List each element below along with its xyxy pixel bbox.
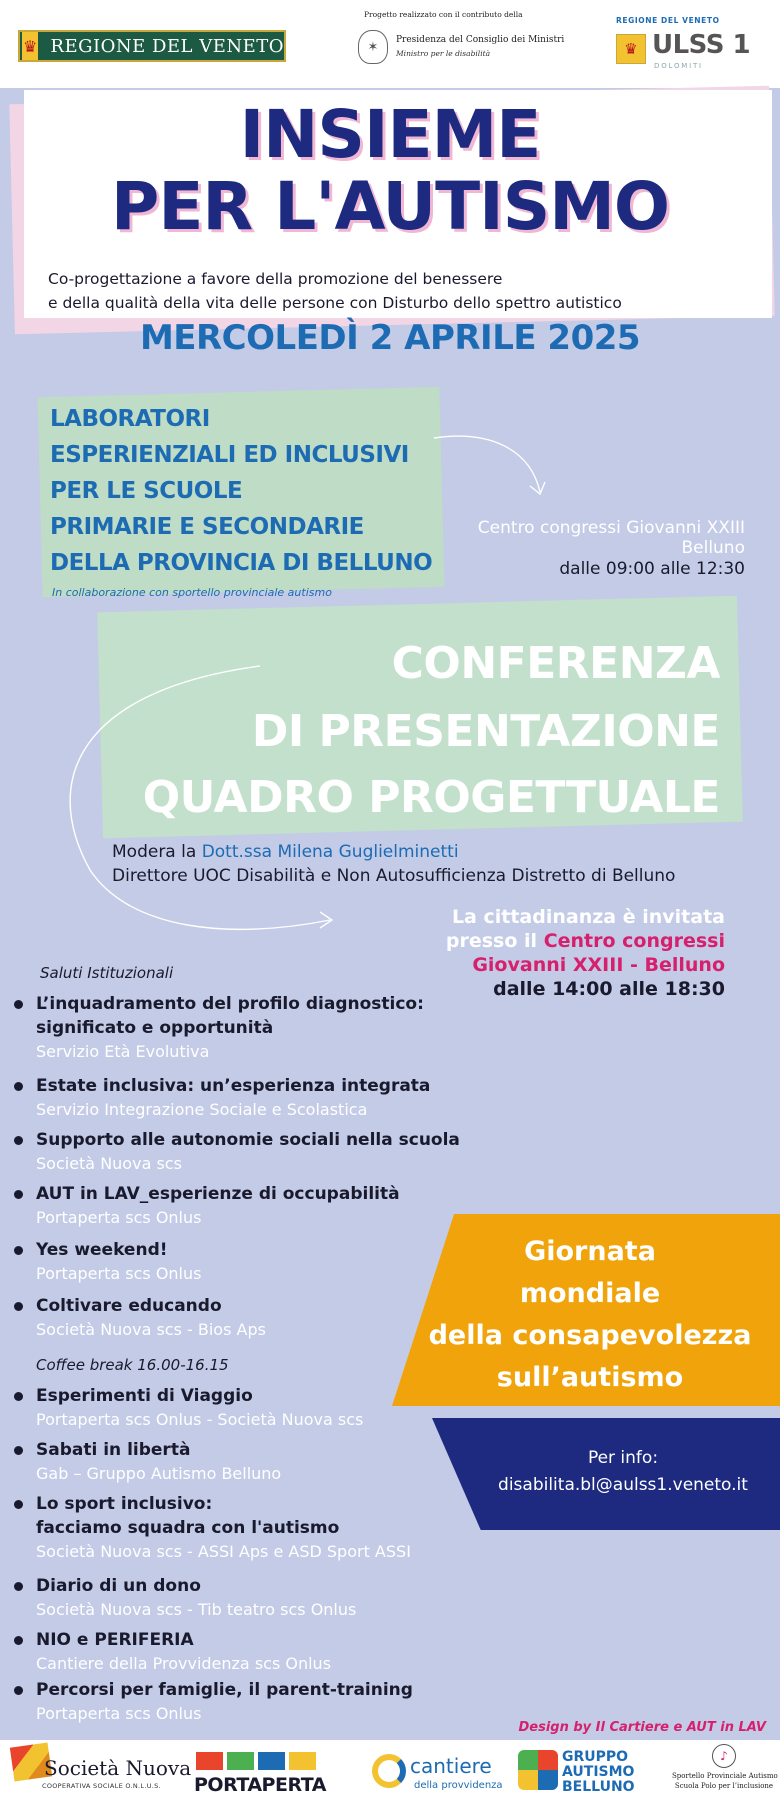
sportello-icon: ♪ [712,1744,736,1768]
program-item-org: Società Nuova scs - ASSI Aps e ASD Sport ASSI [36,1542,411,1561]
labs-time: dalle 09:00 alle 12:30 [559,559,745,579]
bullet-icon [14,1582,23,1591]
program-item-title: NIO e PERIFERIA [36,1630,194,1650]
program-item-org: Portaperta scs Onlus - Società Nuova scs [36,1410,364,1429]
program-item-org: Portaperta scs Onlus [36,1704,202,1723]
conference-time: dalle 14:00 alle 18:30 [493,978,725,1000]
ulss-lion-icon: ♛ [616,34,646,64]
sportello-sub: Scuola Polo per l’inclusione [674,1782,774,1790]
program-item-title: Coltivare educando [36,1296,222,1316]
bullet-icon [14,1392,23,1401]
bullet-icon [14,1246,23,1255]
program-item [0,1182,500,1230]
program-item-org: Servizio Integrazione Sociale e Scolastica [36,1100,368,1119]
program-item-title: Esperimenti di Viaggio [36,1386,253,1406]
program-item [0,1438,500,1486]
program-item [0,1678,500,1726]
labs-line-1: LABORATORI [50,406,210,432]
moderator-line [112,842,459,862]
ulss-dolomiti-text: DOLOMITI [654,62,703,70]
bullet-icon [14,1636,23,1645]
program-item-title: Sabati in libertà [36,1440,191,1460]
giornata-line-2: mondiale [519,1278,661,1309]
ulss-region-text: REGIONE DEL VENETO [616,16,720,25]
republic-emblem-icon: ✶ [358,30,388,64]
program-item-org: Servizio Età Evolutiva [36,1042,210,1061]
giornata-line-4: sull’autismo [496,1362,684,1393]
moderator-name: Dott.ssa Milena Guglielminetti [201,842,459,862]
program-item-title: Lo sport inclusivo: [36,1494,213,1514]
saluti-istituzionali: Saluti Istituzionali [40,964,174,982]
invite-venue: Centro congressi [543,930,725,952]
bullet-icon [14,1446,23,1455]
invite-text-1: La cittadinanza è invitata [451,906,725,928]
gab-line-3: BELLUNO [562,1779,635,1795]
societa-nuova-sub: COOPERATIVA SOCIALE O.N.L.U.S. [42,1782,161,1790]
labs-collaboration-note: In collaborazione con sportello provinciale autismo [52,586,332,599]
program-item-title: L’inquadramento del profilo diagnostico: [36,994,424,1014]
info-email[interactable]: disabilita.bl@aulss1.veneto.it [498,1475,748,1495]
labs-venue: Centro congressi Giovanni XXIII [477,518,745,538]
program-item-title-cont: significato e opportunità [36,1018,274,1038]
program-item-org: Gab – Gruppo Autismo Belluno [36,1464,282,1483]
program-item-org: Società Nuova scs - Bios Aps [36,1320,266,1339]
program-item-org: Società Nuova scs [36,1154,182,1173]
government-logo [358,10,578,70]
program-item-title: Supporto alle autonomie sociali nella scuola [36,1130,460,1150]
societa-nuova-name: Società Nuova [44,1756,192,1780]
conference-line-1: CONFERENZA [391,638,720,689]
gov-minister-text: Ministro per le disabilità [396,49,491,58]
sportello-logo [0,1740,780,1800]
bullet-icon [14,1000,23,1009]
bullet-icon [14,1190,23,1199]
lion-icon: ♛ [22,32,38,60]
invite-line-4 [493,978,725,1000]
labs-city: Belluno [681,538,745,558]
program-item [0,1128,500,1176]
info-navy-banner [432,1418,780,1530]
moderator-role: Direttore UOC Disabilità e Non Autosufficienza Distretto di Belluno [112,866,676,886]
bullet-icon [14,1136,23,1145]
program-item-org: Portaperta scs Onlus [36,1208,202,1227]
program-item-org: Società Nuova scs - Tib teatro scs Onlus [36,1600,357,1619]
info-label: Per info: [587,1448,659,1468]
conference-line-2: DI PRESENTAZIONE [251,706,720,757]
conference-line-3: QUADRO PROGETTUALE [142,772,720,823]
program-item-title-cont: facciamo squadra con l'autismo [36,1518,340,1538]
program-item-title: Estate inclusiva: un’esperienza integrata [36,1076,431,1096]
regione-veneto-logo [18,30,286,62]
footer-logos [0,1740,780,1800]
program-item-org: Cantiere della Provvidenza scs Onlus [36,1654,332,1673]
invite-prefix: presso il [445,930,544,952]
title-line-1: INSIEME [239,96,541,173]
header-bar [0,0,780,88]
bullet-icon [14,1082,23,1091]
sportello-name: Sportello Provinciale Autismo [672,1772,778,1780]
title-line-2: PER L'AUTISMO [110,168,670,245]
subtitle-line-2: e della qualità della vita delle persone con Disturbo dello spettro autistico [48,294,622,312]
program-item [0,1628,500,1676]
labs-line-2: ESPERIENZIALI ED INCLUSIVI [50,442,409,468]
ulss-logo [612,16,762,72]
bullet-icon [14,1686,23,1695]
bullet-icon [14,1302,23,1311]
gab-line-2: AUTISMO [562,1764,635,1780]
program-item [0,1574,500,1622]
design-credit: Design by Il Cartiere e AUT in LAV [518,1720,766,1735]
program-item [0,1074,500,1122]
program-item [0,992,500,1064]
program-item-title: Diario di un dono [36,1576,201,1596]
program-item-title: Yes weekend! [36,1240,168,1260]
labs-line-3: PER LE SCUOLE [50,478,243,504]
invite-line-3 [472,954,725,976]
coffee-break: Coffee break 16.00-16.15 [36,1356,229,1374]
gov-presidency-text: Presidenza del Consiglio dei Ministri [396,35,565,45]
ulss-name-text: ULSS 1 [652,30,751,60]
portaperta-name: PORTAPERTA [194,1774,326,1796]
giornata-line-1: Giornata [524,1236,656,1267]
invite-venue-name: Giovanni XXIII - Belluno [472,954,725,976]
labs-line-4: PRIMARIE E SECONDARIE [50,514,364,540]
cantiere-sub: della provvidenza [414,1780,503,1791]
invite-line-2 [446,930,725,952]
subtitle-line-1: Co-progettazione a favore della promozione del benessere [48,270,503,288]
program-item [0,1492,500,1564]
labs-line-5: DELLA PROVINCIA DI BELLUNO [50,550,433,576]
program-item-title: AUT in LAV_esperienze di occupabilità [36,1184,400,1204]
program-item-title: Percorsi per famiglie, il parent-training [36,1680,413,1700]
bullet-icon [14,1500,23,1509]
giornata-line-3: della consapevolezza [428,1320,752,1351]
program-item-org: Portaperta scs Onlus [36,1264,202,1283]
regione-veneto-text: REGIONE DEL VENETO [50,35,284,57]
gab-line-1: GRUPPO [562,1749,629,1765]
gov-contribution-text: Progetto realizzato con il contributo della [364,10,523,19]
moderator-prefix: Modera la [112,842,202,862]
event-date: MERCOLEDÌ 2 APRILE 2025 [139,318,641,358]
invite-line-1 [452,906,725,928]
cantiere-name: cantiere [410,1754,492,1778]
